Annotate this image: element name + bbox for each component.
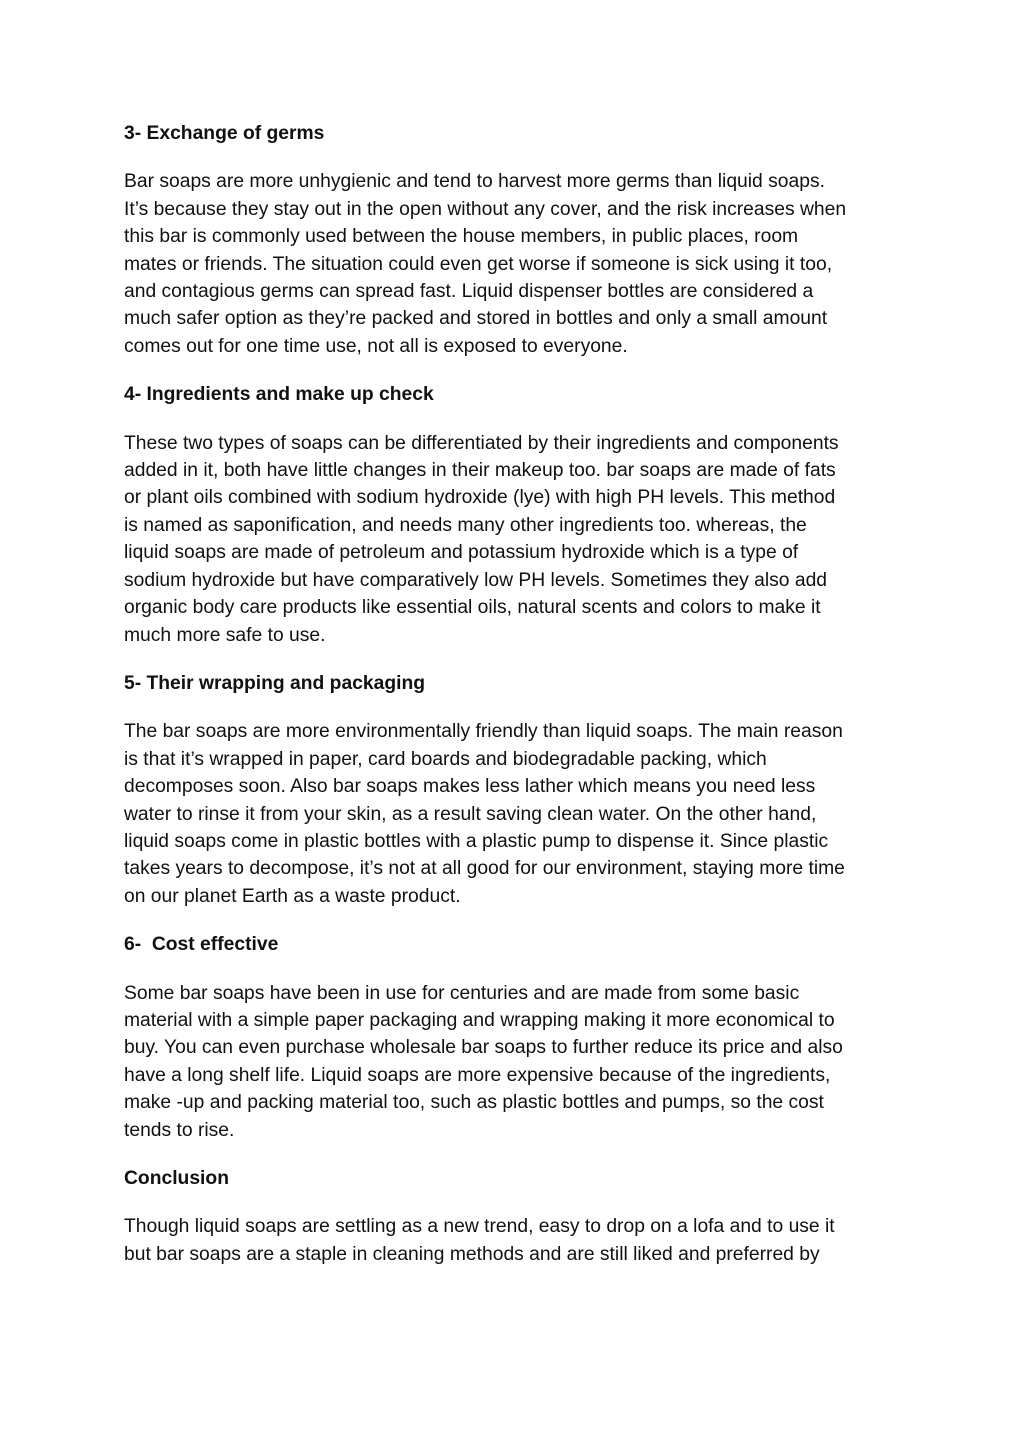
paragraph-line: sodium hydroxide but have comparatively low PH levels. Sometimes they also add xyxy=(124,569,828,591)
paragraph-line: These two types of soaps can be differentiated by their ingredients and components xyxy=(124,432,839,454)
paragraph-line: have a long shelf life. Liquid soaps are more expensive because of the ingredients, xyxy=(124,1064,831,1086)
paragraph-line: much safer option as they’re packed and stored in bottles and only a small amount xyxy=(124,308,828,330)
paragraph-line: is named as saponification, and needs many other ingredients too. whereas, the xyxy=(124,514,807,536)
paragraph-line: and contagious germs can spread fast. Liquid dispenser bottles are considered a xyxy=(124,281,814,303)
section-paragraph xyxy=(124,980,914,1144)
section-paragraph xyxy=(124,718,914,910)
paragraph-line: much more safe to use. xyxy=(124,624,326,646)
paragraph-line: comes out for one time use, not all is exposed to everyone. xyxy=(124,335,628,357)
paragraph-line: organic body care products like essential oils, natural scents and colors to make it xyxy=(124,597,821,619)
paragraph-line: Bar soaps are more unhygienic and tend to harvest more germs than liquid soaps. xyxy=(124,171,825,193)
paragraph-line: added in it, both have little changes in their makeup too. bar soaps are made of fats xyxy=(124,460,836,482)
paragraph-line: make -up and packing material too, such as plastic bottles and pumps, so the cost xyxy=(124,1092,824,1114)
paragraph-line: this bar is commonly used between the house members, in public places, room xyxy=(124,226,799,248)
paragraph-line: on our planet Earth as a waste product. xyxy=(124,885,461,907)
paragraph-line: tends to rise. xyxy=(124,1119,235,1141)
section-heading: 3- Exchange of germs xyxy=(124,123,325,144)
section-conclusion xyxy=(124,1165,914,1268)
section-paragraph xyxy=(124,430,914,649)
section-heading: 6- Cost effective xyxy=(124,934,279,956)
section-cost-effective xyxy=(124,931,914,1144)
section-heading: 4- Ingredients and make up check xyxy=(124,384,434,406)
paragraph-line: Some bar soaps have been in use for centuries and are made from some basic xyxy=(124,982,800,1004)
paragraph-line: mates or friends. The situation could even get worse if someone is sick using it too, xyxy=(124,253,833,275)
paragraph-line: is that it’s wrapped in paper, card boards and biodegradable packing, which xyxy=(124,748,767,770)
section-heading: 5- Their wrapping and packaging xyxy=(124,672,426,694)
paragraph-line: takes years to decompose, it’s not at all good for our environment, staying more time xyxy=(124,858,845,880)
paragraph-line: decomposes soon. Also bar soaps makes less lather which means you need less xyxy=(124,776,816,798)
section-wrapping-packaging xyxy=(124,670,914,910)
paragraph-line: material with a simple paper packaging and wrapping making it more economical to xyxy=(124,1009,835,1031)
section-paragraph xyxy=(124,1213,914,1268)
paragraph-line: liquid soaps come in plastic bottles with a plastic pump to dispense it. Since plastic xyxy=(124,830,829,852)
section-exchange-of-germs xyxy=(124,120,914,360)
paragraph-line: but bar soaps are a staple in cleaning methods and are still liked and preferred by xyxy=(124,1243,820,1265)
paragraph-line: buy. You can even purchase wholesale bar soaps to further reduce its price and also xyxy=(124,1037,843,1059)
document-page xyxy=(124,120,914,1289)
paragraph-line: water to rinse it from your skin, as a result saving clean water. On the other hand, xyxy=(124,803,817,825)
section-paragraph xyxy=(124,168,914,360)
paragraph-line: liquid soaps are made of petroleum and potassium hydroxide which is a type of xyxy=(124,542,799,564)
section-ingredients xyxy=(124,381,914,649)
paragraph-line: The bar soaps are more environmentally friendly than liquid soaps. The main reason xyxy=(124,721,843,743)
paragraph-line: or plant oils combined with sodium hydroxide (lye) with high PH levels. This method xyxy=(124,487,836,509)
section-heading: Conclusion xyxy=(124,1168,229,1189)
paragraph-line: It’s because they stay out in the open without any cover, and the risk increases when xyxy=(124,198,847,220)
paragraph-line: Though liquid soaps are settling as a new trend, easy to drop on a lofa and to use it xyxy=(124,1216,835,1238)
